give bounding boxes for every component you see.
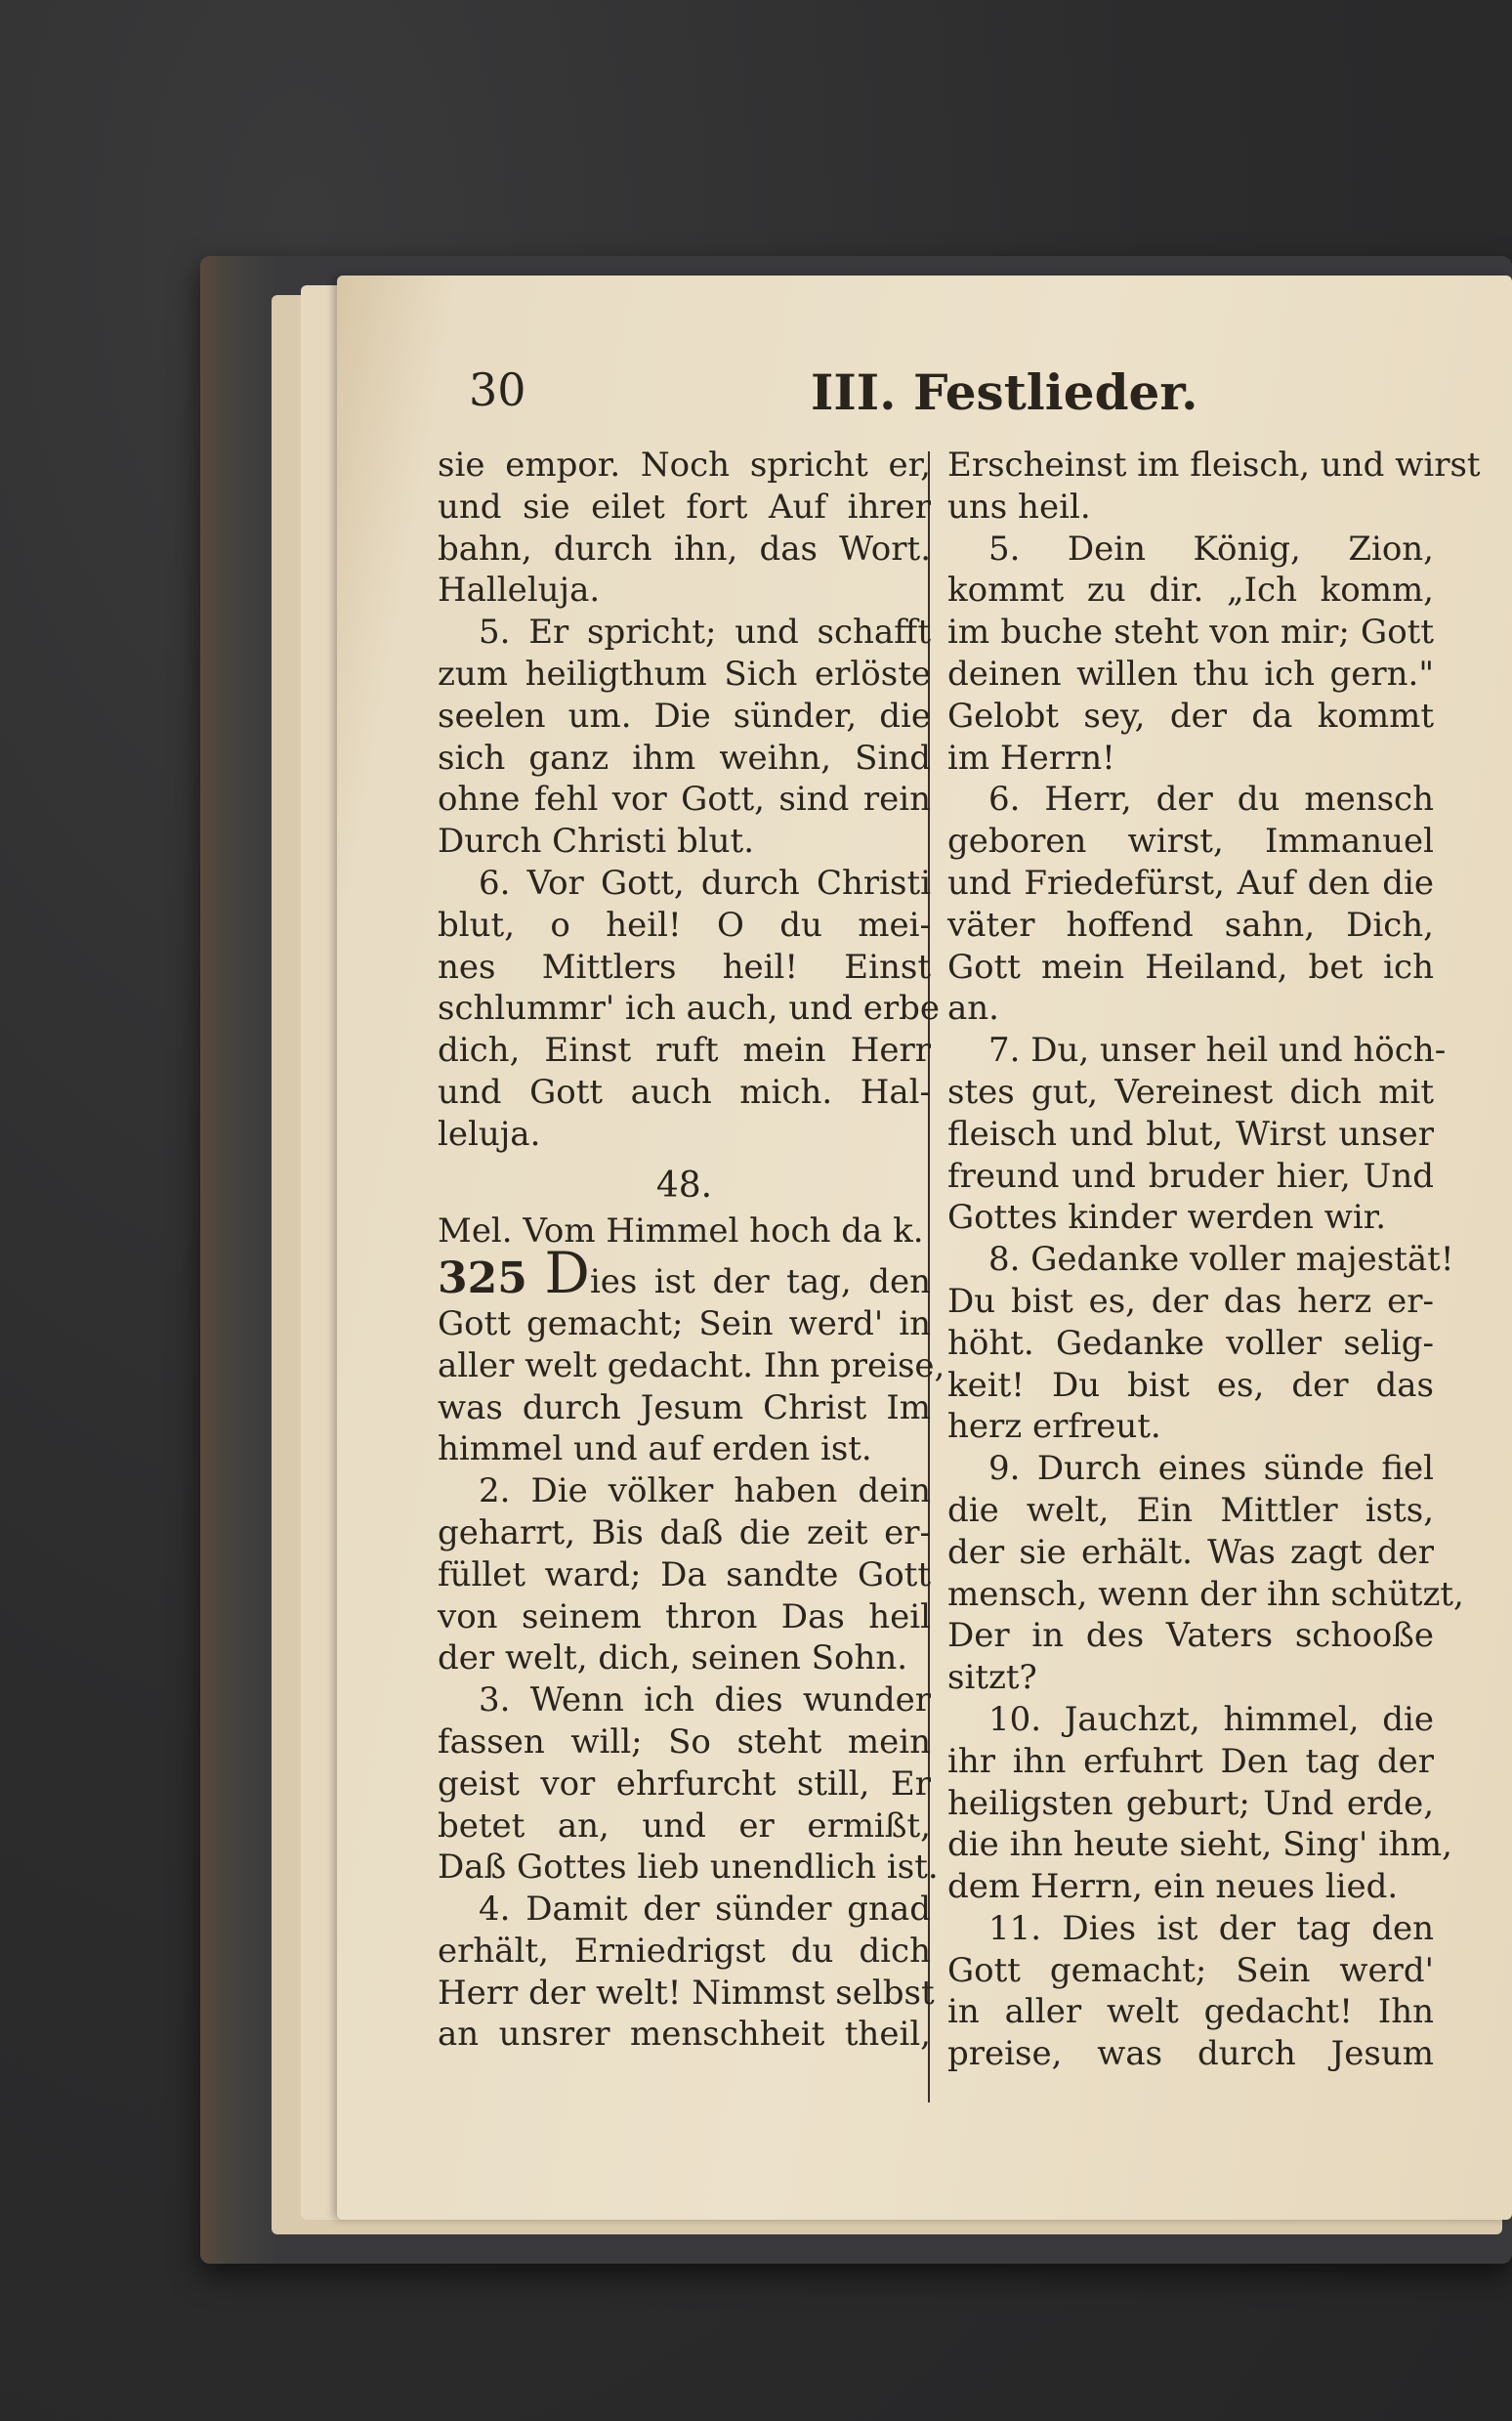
running-head: III. Festlieder.: [811, 363, 1198, 421]
text-line: die ihn heute sieht, Sing' ihm,: [947, 1825, 1452, 1865]
text-line: 6. Vor Gott, durch Christi: [479, 863, 931, 903]
text-line: füllet ward; Da sandte Gott: [438, 1554, 931, 1594]
text-line: an.: [947, 989, 999, 1029]
text-line: fassen will; So steht mein: [438, 1721, 931, 1762]
text-line: himmel und auf erden ist.: [438, 1429, 872, 1469]
text-line: geharrt, Bis daß die zeit er-: [438, 1512, 931, 1552]
text-line: 2. Die völker haben dein: [479, 1471, 931, 1511]
book-spine-edge: [200, 256, 278, 2264]
text-line: 7. Du, unser heil und höch-: [988, 1031, 1447, 1071]
left-text-block: [438, 445, 941, 1156]
text-line: Der in des Vaters schooße: [947, 1616, 1434, 1656]
text-line: die welt, Ein Mittler ists,: [947, 1490, 1434, 1530]
text-line: uns heil.: [947, 487, 1091, 527]
hymn-number: 48.: [655, 1165, 713, 1206]
text-line: seelen um. Die sünder, die: [438, 696, 931, 736]
text-line: sich ganz ihm weihn, Sind: [438, 738, 931, 778]
text-line: 9. Durch eines sünde fiel: [988, 1449, 1434, 1489]
drop-cap: D: [544, 1240, 590, 1307]
page-header: [469, 363, 1426, 432]
text-line: was durch Jesum Christ Im: [438, 1387, 931, 1427]
text-line: betet an, und er ermißt,: [438, 1805, 931, 1846]
text-line: blut, o heil! O du mei-: [438, 905, 931, 945]
text-line: 10. Jauchzt, himmel, die: [988, 1699, 1434, 1739]
text-line: dich, Einst ruft mein Herr: [438, 1031, 931, 1071]
left-text-block-2: [438, 1303, 945, 2056]
text-line: heiligsten geburt; Und erde,: [947, 1783, 1434, 1823]
text-line: schlummr' ich auch, und erbe: [438, 989, 941, 1029]
text-line: sie empor. Noch spricht er,: [438, 446, 931, 485]
text-line: freund und bruder hier, Und: [947, 1156, 1434, 1196]
text-line: fleisch und blut, Wirst unser: [947, 1114, 1434, 1154]
text-line: Erscheinst im fleisch, und wirst: [947, 446, 1481, 485]
text-line: 5. Dein König, Zion,: [988, 529, 1434, 569]
text-line: ihr ihn erfuhrt Den tag der: [947, 1741, 1434, 1781]
text-line: Gott gemacht; Sein werd' in: [438, 1303, 931, 1343]
right-text-block: [947, 445, 1481, 2075]
text-line: aller welt gedacht. Ihn preise,: [438, 1345, 945, 1385]
first-line-text: ies ist der tag, den: [589, 1262, 931, 1302]
text-line: im buche steht von mir; Gott: [947, 613, 1434, 653]
text-line: und Gott auch mich. Hal-: [438, 1072, 931, 1112]
text-line: der sie erhält. Was zagt der: [947, 1532, 1434, 1572]
text-line: im Herrn!: [947, 738, 1115, 778]
text-line: geboren wirst, Immanuel: [947, 822, 1434, 862]
text-line: 3. Wenn ich dies wunder: [479, 1680, 931, 1720]
right-column: [947, 445, 1481, 2075]
text-line: herz erfreut.: [947, 1407, 1161, 1447]
text-line: Du bist es, der das herz er-: [947, 1281, 1434, 1321]
text-line: und Friedefürst, Auf den die: [947, 863, 1434, 903]
text-line: leluja.: [438, 1114, 541, 1154]
text-line: stes gut, Vereinest dich mit: [947, 1072, 1434, 1112]
text-line: 4. Damit der sünder gnad: [479, 1890, 931, 1930]
text-line: erhält, Erniedrigst du dich: [438, 1931, 931, 1971]
hymn-first-line: [438, 1240, 931, 1307]
text-line: nes Mittlers heil! Einst: [438, 947, 931, 987]
text-line: 6. Herr, der du mensch: [988, 780, 1434, 820]
melody-line: Mel. Vom Himmel hoch da k.: [438, 1211, 924, 1252]
text-line: ohne fehl vor Gott, sind rein: [438, 780, 931, 820]
text-line: Gott gemacht; Sein werd': [947, 1950, 1434, 1990]
text-line: dem Herrn, ein neues lied.: [947, 1867, 1399, 1907]
text-line: Herr der welt! Nimmst selbst: [438, 1973, 935, 2013]
text-line: in aller welt gedacht! Ihn: [947, 1992, 1434, 2032]
page-number: 30: [469, 363, 526, 416]
text-line: 8. Gedanke voller majestät!: [988, 1240, 1454, 1280]
text-line: Gott mein Heiland, bet ich: [947, 947, 1434, 987]
text-line: zum heiligthum Sich erlöste: [438, 654, 931, 694]
text-line: bahn, durch ihn, das Wort.: [438, 529, 931, 569]
text-line: preise, was durch Jesum: [947, 2034, 1434, 2074]
text-line: der welt, dich, seinen Sohn.: [438, 1638, 908, 1678]
text-line: Halleluja.: [438, 571, 601, 611]
text-line: Durch Christi blut.: [438, 822, 754, 862]
text-line: an unsrer menschheit theil,: [438, 2015, 931, 2055]
text-line: Gelobt sey, der da kommt: [947, 696, 1434, 736]
text-line: väter hoffend sahn, Dich,: [947, 905, 1434, 945]
text-line: und sie eilet fort Auf ihrer: [438, 487, 931, 527]
text-line: keit! Du bist es, der das: [947, 1365, 1434, 1405]
left-column: [438, 445, 945, 2056]
text-line: 5. Er spricht; und schafft: [479, 613, 931, 653]
text-line: mensch, wenn der ihn schützt,: [947, 1574, 1464, 1614]
text-line: Gottes kinder werden wir.: [947, 1198, 1387, 1238]
text-line: Daß Gottes lieb unendlich ist.: [438, 1848, 939, 1888]
text-line: 11. Dies ist der tag den: [988, 1908, 1434, 1948]
text-line: deinen willen thu ich gern.": [947, 654, 1434, 694]
text-line: kommt zu dir. „Ich komm,: [947, 571, 1434, 611]
text-line: höht. Gedanke voller selig-: [947, 1323, 1434, 1363]
text-line: sitzt?: [947, 1658, 1037, 1698]
text-line: geist vor ehrfurcht still, Er: [438, 1763, 931, 1804]
text-line: von seinem thron Das heil: [438, 1596, 931, 1636]
song-number: 325: [438, 1253, 527, 1304]
